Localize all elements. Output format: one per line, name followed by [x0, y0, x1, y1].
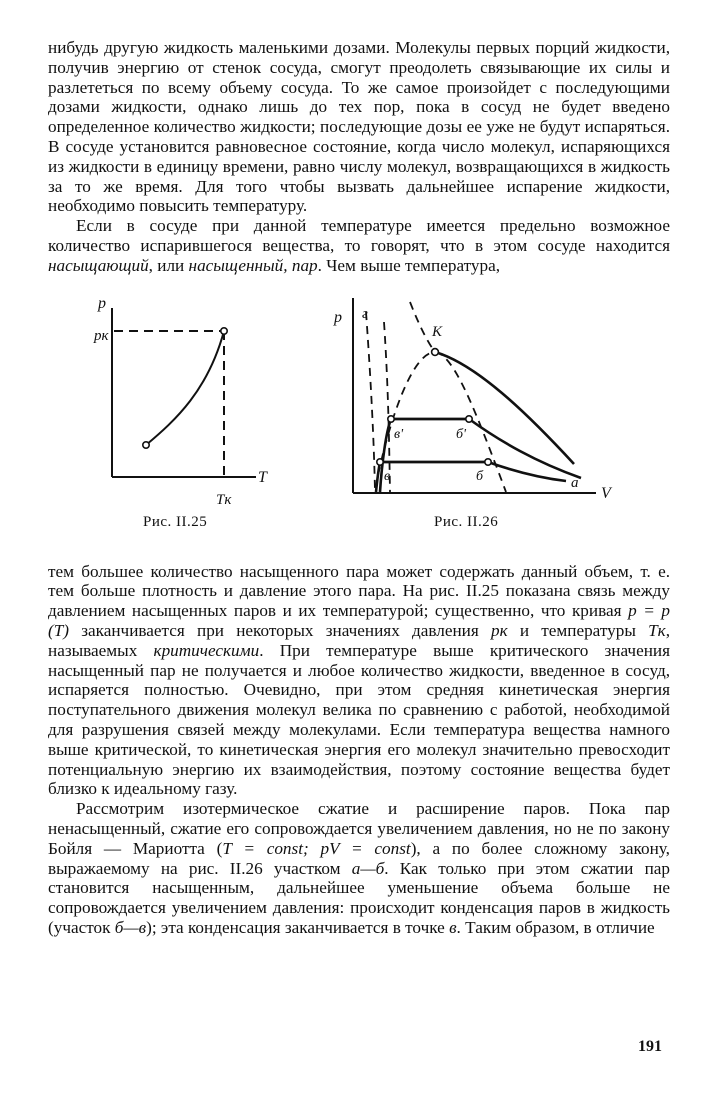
- fig25-critical-point: [221, 327, 227, 333]
- figure-2-25: [88, 282, 288, 507]
- fig26-label-b-low: б: [476, 468, 484, 484]
- fig26-point-b-low: [485, 458, 491, 464]
- fig25-label-t: T: [258, 468, 267, 486]
- fig26-label-g: г: [362, 305, 368, 322]
- fig26-label-a: а: [571, 474, 579, 491]
- paragraph-4-text-b: ), а по более сложному закону, выражаемому на рис. II.26 участком: [48, 838, 670, 878]
- point-v: в: [449, 917, 457, 937]
- fig26-point-b-high: [466, 415, 472, 421]
- paragraph-3-text-c: и температуры: [507, 620, 649, 640]
- paragraph-3-text-a: тем большее количество насыщенного пара может содержать данный объем, т. е. тем больше плотность и давление этого пара. На рис. II.25 показана связь между давлением насыщенных паров и их температурой; существенно, что кривая: [48, 561, 670, 621]
- fig26-label-v: V: [601, 484, 611, 502]
- fig26-label-k: K: [432, 323, 443, 340]
- paragraph-4-text-a: Рассмотрим изотермическое сжатие и расширение паров. Пока пар ненасыщенный, сжатие его сопровождается увеличением давления, но не по закону Бойля — Мариотта (: [48, 799, 670, 858]
- fig25-label-p: p: [98, 294, 106, 312]
- paragraph-4-text-e: . Таким образом, в отличие: [456, 917, 655, 937]
- formula-boyle: T = const; pV = const: [222, 838, 411, 858]
- paragraph-3-text-d: , называемых: [48, 620, 670, 660]
- fig25-start-point: [143, 441, 149, 447]
- page-body: [48, 38, 670, 938]
- paragraph-2-text-a: Если в сосуде при данной температуре имеется предельно возможное количество испарившегося вещества, то говорят, что в этом сосуде находится: [48, 216, 670, 255]
- fig26-point-v-high: [388, 415, 394, 421]
- fig26-liquid-line: [384, 322, 390, 492]
- fig26-label-v-high: в': [394, 426, 404, 442]
- paragraph-4: [48, 799, 670, 938]
- paragraph-2-text-b: , или: [148, 255, 189, 275]
- segment-b-v: б—в: [114, 917, 147, 937]
- fig26-upper-isotherm-gas: [469, 419, 581, 478]
- fig26-lower-isotherm-gas: [488, 462, 566, 481]
- fig25-caption: Рис. II.25: [143, 513, 208, 530]
- fig26-label-b-high: б': [456, 426, 467, 442]
- page-number: 191: [638, 1038, 662, 1055]
- paragraph-2: [48, 216, 670, 275]
- fig26-point-v-low: [377, 458, 383, 464]
- figure-2-26: [326, 282, 626, 507]
- fig26-caption: Рис. II.26: [434, 513, 499, 530]
- paragraph-3-text-e: . При температуре выше критического значения насыщенный пар не получается и любое количество жидкости, введенное в сосуд, испаряется полностью. Очевидно, при этом средняя кинетическая энергия поступательного движения молекул велика по сравнению с работой, необходимой для разрушения связей между молекулами. Если температура вещества намного выше критической, то кинетическая энергия его молекул значительно превосходит потенциальную энергию их взаимодействия, поэтому состояние вещества будет близко к идеальному газу.: [48, 640, 671, 799]
- paragraph-4-text-c: . Как только при этом сжатии пар становится насыщенным, дальнейшее уменьшение объема больше не сопровождается увеличением давления: происходит конденсация паров в жидкость (участок: [48, 858, 670, 937]
- fig26-label-p: p: [334, 308, 342, 326]
- fig26-critical-isotherm: [435, 352, 574, 464]
- paragraph-1: нибудь другую жидкость маленькими дозами. Молекулы первых порций жидкости, получив энергию от стенок сосуда, смогут преодолеть связывающие их силы и разлететься по всему объему сосуда. То же самое произойдет с последующими дозами жидкости, однако лишь до тех пор, пока в сосуд не будет введено определенное количество жидкости; последующие дозы ее уже не будут испаряться. В сосуде установится равновесное состояние, когда число молекул, испаряющихся из жидкости в единицу времени, равно числу молекул, возвращающихся в жидкость за то же время. Для того чтобы вызвать дальнейшее испарение жидкости, необходимо повысить температуру.: [48, 38, 670, 216]
- term-critical: критическими: [153, 640, 260, 660]
- formula-p-of-t: p = p (T): [48, 601, 670, 640]
- fig26-label-v-low: в: [384, 468, 391, 484]
- paragraph-2-text-c: . Чем выше температура,: [317, 255, 501, 275]
- fig25-label-pk: pк: [94, 327, 109, 344]
- fig26-critical-point: [432, 348, 439, 355]
- term-saturating: насыщающий: [48, 255, 149, 275]
- symbol-tk: Tк: [648, 620, 666, 640]
- symbol-pk: pк: [490, 620, 508, 640]
- figures-row: [48, 282, 670, 562]
- segment-a-b: а—б: [351, 858, 385, 878]
- term-saturated-vapor: насыщенный, пар: [188, 255, 318, 275]
- fig26-saturation-dome: [378, 352, 506, 492]
- paragraph-4-text-d: ); эта конденсация заканчивается в точке: [146, 917, 450, 937]
- paragraph-3: [48, 562, 670, 800]
- paragraph-3-text-b: заканчивается при некоторых значениях давления: [69, 620, 491, 640]
- fig25-pressure-curve: [146, 331, 224, 445]
- fig26-gas-line-g: [366, 312, 375, 492]
- fig25-label-tk: Tк: [216, 491, 232, 507]
